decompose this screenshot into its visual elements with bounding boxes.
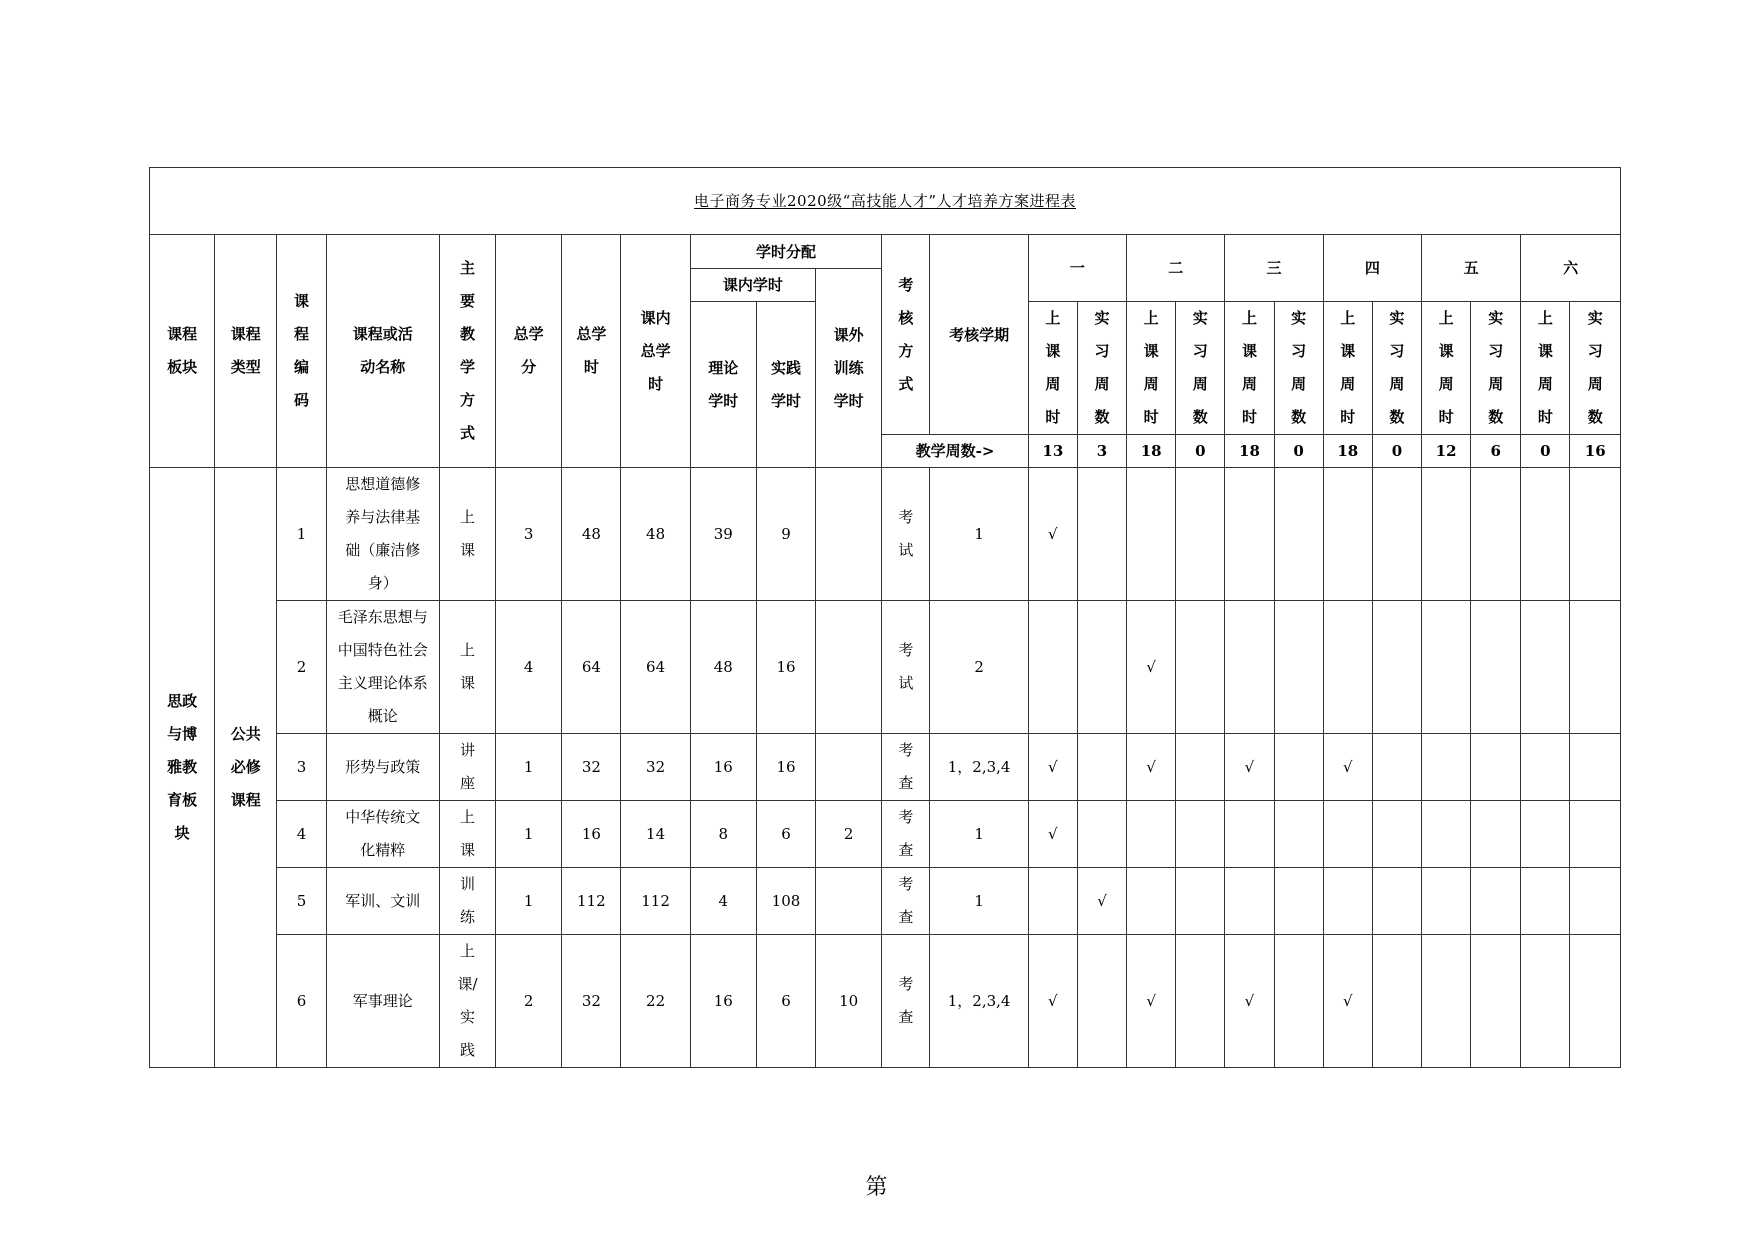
check-mark [1570,868,1621,935]
course-name-text: 形势与政策 [345,757,421,776]
header-block [150,235,215,468]
check-mark: √ [1127,734,1176,801]
sem1-class-week-text: 上 课 周 时 [1045,309,1061,426]
sem4-intern-week [1372,302,1421,435]
total-hours: 32 [562,734,621,801]
course-name [326,468,439,601]
exam-method [882,601,930,734]
table-row [150,601,1621,734]
check-mark [1570,601,1621,734]
sem5-class-week-text: 上 课 周 时 [1438,309,1454,426]
header-practice [756,302,815,468]
group-type-text: 公共 必修 课程 [230,725,261,809]
check-mark [1372,601,1421,734]
course-code: 5 [277,868,326,935]
group-type [215,468,277,1068]
week-value: 18 [1127,435,1176,468]
header-in-class-hours: 课内学时 [690,269,815,302]
sem2-class-week-text: 上 课 周 时 [1143,309,1159,426]
check-mark [1176,801,1225,868]
check-mark [1176,935,1225,1068]
group-block-text: 思政 与博 雅教 育板 块 [167,692,198,842]
week-value: 0 [1521,435,1570,468]
sem3-intern-week-text: 实 习 周 数 [1291,309,1307,426]
total-hours: 16 [562,801,621,868]
header-name [326,235,439,468]
check-mark [1422,601,1471,734]
semester-6: 六 [1521,235,1621,302]
check-mark: √ [1028,468,1077,601]
table-row [150,868,1621,935]
exam-method [882,734,930,801]
table-title: 电子商务专业2020级“高技能人才”人才培养方案进程表 [150,168,1621,235]
total-hours: 64 [562,601,621,734]
practice-hours: 9 [756,468,815,601]
week-value: 6 [1471,435,1521,468]
in-class-hours: 32 [621,734,690,801]
check-mark [1323,468,1372,601]
check-mark [1225,468,1274,601]
table-row [150,468,1621,601]
week-value: 18 [1225,435,1274,468]
course-name [326,868,439,935]
check-mark [1471,468,1521,601]
total-hours: 32 [562,935,621,1068]
course-code: 1 [277,468,326,601]
total-credits: 2 [496,935,562,1068]
check-mark [1176,601,1225,734]
check-mark [1274,734,1323,801]
week-value: 0 [1274,435,1323,468]
week-value: 12 [1422,435,1471,468]
exam-term: 1 [930,801,1028,868]
sem6-intern-week-text: 实 习 周 数 [1587,309,1603,426]
check-mark: √ [1225,935,1274,1068]
header-method-text: 主 要 教 学 方 式 [459,259,475,442]
practice-hours: 16 [756,601,815,734]
teaching-method-text: 上 课 [459,808,475,859]
check-mark [1077,468,1126,601]
header-in-class [621,235,690,468]
header-type-text: 课程 类型 [230,325,261,376]
check-mark: √ [1225,734,1274,801]
check-mark [1077,601,1126,734]
header-credits [496,235,562,468]
check-mark [1570,468,1621,601]
course-code: 4 [277,801,326,868]
check-mark [1570,935,1621,1068]
sem5-intern-week [1471,302,1521,435]
check-mark [1225,601,1274,734]
teaching-method [439,801,495,868]
check-mark: √ [1077,868,1126,935]
header-exam-method-text: 考 核 方 式 [898,275,914,393]
check-mark: √ [1127,935,1176,1068]
teaching-method [439,734,495,801]
in-class-hours: 48 [621,468,690,601]
check-mark [1372,868,1421,935]
exam-method-text: 考 查 [898,975,914,1026]
course-name [326,935,439,1068]
course-code: 6 [277,935,326,1068]
course-rows [150,468,1621,1068]
check-mark: √ [1323,935,1372,1068]
exam-method-text: 考 试 [898,508,914,559]
check-mark [1127,468,1176,601]
teaching-weeks-label: 教学周数-> [882,435,1028,468]
sem5-intern-week-text: 实 习 周 数 [1488,309,1504,426]
theory-hours: 39 [690,468,756,601]
exam-method-text: 考 查 [898,875,914,926]
exam-method-text: 考 查 [898,741,914,792]
header-practice-text: 实践 学时 [770,358,801,410]
check-mark [1372,734,1421,801]
check-mark [1471,801,1521,868]
sem3-class-week-text: 上 课 周 时 [1241,309,1257,426]
total-credits: 4 [496,601,562,734]
sem4-class-week-text: 上 课 周 时 [1340,309,1356,426]
exam-term: 2 [930,601,1028,734]
in-class-hours: 64 [621,601,690,734]
course-name-text: 军事理论 [352,991,413,1010]
header-code-text: 课 程 编 码 [293,292,309,409]
header-method [439,235,495,468]
semester-1: 一 [1028,235,1126,302]
week-value: 0 [1176,435,1225,468]
check-mark [1521,601,1570,734]
sem1-class-week [1028,302,1077,435]
sem1-intern-week-text: 实 习 周 数 [1094,309,1110,426]
check-mark [1077,935,1126,1068]
exam-term: 1 [930,468,1028,601]
practice-hours: 6 [756,935,815,1068]
total-credits: 1 [496,734,562,801]
practice-hours: 6 [756,801,815,868]
exam-method [882,468,930,601]
teaching-method-text: 上 课/ 实 践 [457,942,478,1059]
sem2-intern-week [1176,302,1225,435]
sem4-intern-week-text: 实 习 周 数 [1389,309,1405,426]
check-mark [1274,801,1323,868]
page-footer: 第 [865,1175,888,1200]
check-mark [1521,734,1570,801]
header-outside [816,269,882,468]
check-mark [1372,935,1421,1068]
teaching-method-text: 上 课 [459,641,475,692]
course-name-text: 中华传统文 化精粹 [345,808,421,859]
header-hours [562,235,621,468]
header-credits-text: 总学 分 [513,325,544,376]
exam-method [882,868,930,935]
check-mark [1422,868,1471,935]
check-mark [1225,801,1274,868]
check-mark [1176,734,1225,801]
check-mark [1471,734,1521,801]
sem5-class-week [1422,302,1471,435]
sem1-intern-week [1077,302,1126,435]
check-mark [1521,935,1570,1068]
check-mark [1323,801,1372,868]
course-code: 2 [277,601,326,734]
course-name-text: 军训、文训 [345,891,421,910]
check-mark [1274,868,1323,935]
check-mark [1521,801,1570,868]
total-hours: 48 [562,468,621,601]
program-plan-sheet [149,167,1621,1068]
sem6-intern-week [1570,302,1621,435]
check-mark [1077,734,1126,801]
sem2-intern-week-text: 实 习 周 数 [1192,309,1208,426]
course-name-text: 思想道德修 养与法律基 础（廉洁修 身） [345,475,421,592]
week-value: 16 [1570,435,1621,468]
header-exam-method [882,235,930,435]
week-value: 18 [1323,435,1372,468]
check-mark [1471,868,1521,935]
teaching-method-text: 训 练 [459,875,475,926]
in-class-hours: 22 [621,935,690,1068]
theory-hours: 16 [690,734,756,801]
practice-hours: 16 [756,734,815,801]
total-hours: 112 [562,868,621,935]
check-mark [1274,935,1323,1068]
course-code: 3 [277,734,326,801]
semester-5: 五 [1422,235,1521,302]
outside-hours [816,601,882,734]
course-name [326,801,439,868]
check-mark: √ [1028,801,1077,868]
theory-hours: 8 [690,801,756,868]
exam-method [882,935,930,1068]
week-value: 0 [1372,435,1421,468]
check-mark [1077,801,1126,868]
outside-hours [816,468,882,601]
header-block-text: 课程 板块 [167,325,198,376]
check-mark [1422,935,1471,1068]
header-code [277,235,326,468]
sem6-class-week [1521,302,1570,435]
check-mark [1521,868,1570,935]
total-credits: 1 [496,868,562,935]
check-mark [1323,601,1372,734]
exam-term: 1 [930,868,1028,935]
header-type [215,235,277,468]
practice-hours: 108 [756,868,815,935]
check-mark [1127,801,1176,868]
sem6-class-week-text: 上 课 周 时 [1537,309,1553,426]
teaching-method [439,868,495,935]
total-credits: 3 [496,468,562,601]
sem4-class-week [1323,302,1372,435]
check-mark [1422,734,1471,801]
check-mark: √ [1127,601,1176,734]
exam-method-text: 考 试 [898,641,914,692]
check-mark [1570,734,1621,801]
header-name-text: 课程或活 动名称 [352,325,413,376]
check-mark [1127,868,1176,935]
in-class-hours: 112 [621,868,690,935]
table-row [150,734,1621,801]
header-in-class-text: 课内 总学 时 [640,308,671,393]
outside-hours: 10 [816,935,882,1068]
header-allocation: 学时分配 [690,235,882,269]
table-row [150,801,1621,868]
exam-method [882,801,930,868]
check-mark [1176,468,1225,601]
header-theory-text: 理论 学时 [708,358,739,410]
semester-4: 四 [1323,235,1421,302]
check-mark [1422,801,1471,868]
course-name [326,601,439,734]
outside-hours: 2 [816,801,882,868]
teaching-method-text: 上 课 [459,508,475,559]
check-mark [1176,868,1225,935]
check-mark [1225,868,1274,935]
total-credits: 1 [496,801,562,868]
check-mark [1570,801,1621,868]
header-theory [690,302,756,468]
in-class-hours: 14 [621,801,690,868]
check-mark: √ [1028,935,1077,1068]
semester-2: 二 [1127,235,1225,302]
exam-term: 1，2,3,4 [930,734,1028,801]
check-mark [1372,801,1421,868]
check-mark [1422,468,1471,601]
course-name-text: 毛泽东思想与 中国特色社会 主义理论体系 概论 [337,608,428,725]
outside-hours [816,868,882,935]
sem3-intern-week [1274,302,1323,435]
check-mark [1372,468,1421,601]
check-mark [1028,868,1077,935]
header-hours-text: 总学 时 [576,325,607,376]
check-mark [1323,868,1372,935]
week-value: 3 [1077,435,1126,468]
sem2-class-week [1127,302,1176,435]
course-name [326,734,439,801]
check-mark: √ [1323,734,1372,801]
check-mark: √ [1028,734,1077,801]
header-outside-text: 课外 训练 学时 [833,325,864,410]
program-plan-table [149,167,1621,1068]
check-mark [1471,935,1521,1068]
check-mark [1274,601,1323,734]
theory-hours: 16 [690,935,756,1068]
exam-term: 1，2,3,4 [930,935,1028,1068]
teaching-method [439,468,495,601]
semester-3: 三 [1225,235,1323,302]
table-row [150,935,1621,1068]
week-value: 13 [1028,435,1077,468]
sem3-class-week [1225,302,1274,435]
header-exam-term: 考核学期 [930,235,1028,435]
outside-hours [816,734,882,801]
exam-method-text: 考 查 [898,808,914,859]
theory-hours: 4 [690,868,756,935]
teaching-method [439,935,495,1068]
check-mark [1471,601,1521,734]
theory-hours: 48 [690,601,756,734]
group-block [150,468,215,1068]
teaching-method-text: 讲 座 [459,741,475,792]
check-mark [1028,601,1077,734]
check-mark [1274,468,1323,601]
teaching-method [439,601,495,734]
check-mark [1521,468,1570,601]
